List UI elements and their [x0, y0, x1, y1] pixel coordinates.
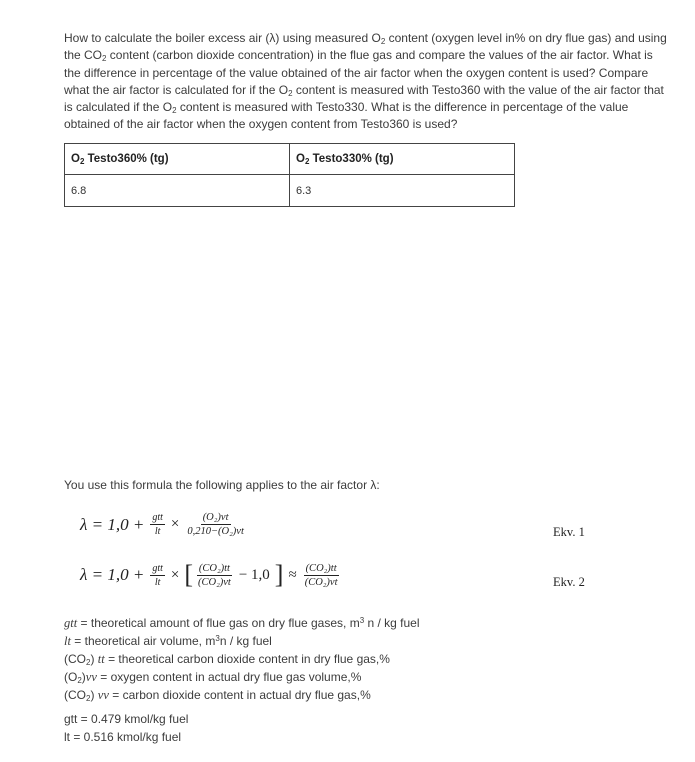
definition-text: = carbon dioxide content in actual dry flue gas,%: [108, 688, 371, 702]
symbol: tt: [97, 652, 105, 666]
value-testo330: 6.3: [290, 175, 515, 207]
table-header-row: [65, 144, 515, 175]
eq1-lhs: λ = 1,0 +: [80, 514, 145, 534]
subscript: 2: [77, 676, 82, 685]
header-testo360: [65, 144, 290, 175]
question-part-2: content (oxygen level in% on dry flue gas) and using the CO: [64, 31, 667, 63]
superscript: 3: [359, 616, 365, 625]
definition-tail: n / kg fuel: [219, 634, 272, 648]
subscript: 2: [380, 37, 386, 46]
oxygen-table: [64, 143, 515, 207]
symbol-pre: (CO: [64, 652, 86, 666]
definition-text: = oxygen content in actual dry flue gas volume,%: [96, 670, 362, 684]
symbol: lt: [64, 634, 71, 648]
header-pre: O: [296, 153, 305, 165]
eq2-times: ×: [170, 566, 180, 583]
eq2-f2-numerator: (CO₂)tt: [198, 562, 230, 574]
header-testo330: [290, 144, 515, 175]
definition-text: = theoretical air volume, m: [70, 634, 216, 648]
question-part-4: content is measured with Testo360 with the value of the air factor that is calculated if the O: [64, 82, 664, 115]
eq1-times: ×: [170, 516, 180, 532]
definition-co2-vv: [64, 686, 664, 704]
definition-gtt: [64, 614, 664, 632]
eq2-right-bracket: ]: [274, 560, 284, 589]
eq2-fraction-co2-approx: [303, 563, 340, 588]
subscript: 2: [102, 54, 107, 64]
definition-o2-vv: [64, 668, 664, 686]
eq1-f2-numerator: (O₂)vt: [202, 512, 229, 523]
value-gtt: gtt = 0.479 kmol/kg fuel: [64, 712, 189, 726]
eq2-fraction-co2: [196, 563, 233, 588]
eq2-f1-denominator: lt: [154, 576, 161, 588]
symbol: vv: [85, 670, 97, 684]
definitions: [64, 614, 664, 746]
definition-text: = theoretical carbon dioxide content in dry flue gas,%: [104, 652, 390, 666]
eq2-left-bracket: [: [184, 560, 194, 589]
definition-lt: [64, 632, 664, 650]
question-text: [64, 30, 669, 134]
symbol: vv: [97, 688, 109, 702]
header-pre: O: [71, 153, 80, 165]
eq2-f3-numerator: (CO₂)tt: [305, 562, 337, 574]
question-part-1: How to calculate the boiler excess air (λ) using measured O: [64, 31, 381, 45]
equation-2: [80, 562, 342, 588]
eq2-f1-numerator: gtt: [152, 562, 163, 574]
equation-1-label: Ekv. 1: [553, 525, 585, 539]
header-post: Testo360% (tg): [84, 153, 169, 165]
header-post: Testo330% (tg): [309, 153, 394, 165]
symbol-pre: (CO: [64, 688, 86, 702]
equation-1: [80, 512, 248, 537]
definition-text: = theoretical amount of flue gas on dry flue gases, m: [77, 616, 360, 630]
eq1-f1-denominator: lt: [154, 526, 161, 537]
symbol-post: ): [81, 670, 86, 684]
subscript: 2: [79, 157, 85, 166]
eq1-fraction-gtt-lt: [150, 512, 165, 537]
subscript: 2: [288, 88, 293, 98]
eq1-fraction-oxygen: [185, 512, 246, 537]
eq2-minus: − 1,0: [238, 566, 270, 583]
question-part-5: content is measured with Testo330. What is the difference in percentage of the value obtained of the air factor when the oxygen content from Testo360 is used?: [64, 100, 629, 132]
eq1-f2-denominator: 0,210−(O₂)vt: [187, 526, 244, 537]
subscript: 2: [86, 694, 91, 703]
superscript: 3: [215, 634, 220, 643]
eq2-f3-denominator: (CO₂)vt: [304, 576, 338, 588]
eq2-approx: ≈: [288, 566, 297, 583]
table-row: [65, 175, 515, 207]
definition-co2-tt: [64, 650, 664, 668]
definition-tail: n / kg fuel: [364, 616, 420, 630]
question-part-3: content (carbon dioxide concentration) in the flue gas and compare the values of the air factor. What is the difference in percentage of the value obtained of the air factor when the oxygen content is used? Compare what the air factor is calculated for if the O: [64, 48, 653, 97]
eq2-fraction-gtt-lt: [150, 563, 165, 588]
value-lt: lt = 0.516 kmol/kg fuel: [64, 730, 182, 744]
symbol: gtt: [64, 616, 78, 630]
subscript: 2: [172, 106, 177, 116]
subscript: 2: [86, 658, 91, 667]
equation-2-label: Ekv. 2: [553, 575, 585, 589]
value-testo360: 6.8: [65, 175, 290, 207]
eq2-f2-denominator: (CO₂)vt: [198, 576, 231, 588]
eq2-lhs: λ = 1,0 +: [80, 565, 145, 584]
formula-intro: You use this formula the following applies to the air factor λ:: [64, 478, 380, 492]
eq1-f1-numerator: gtt: [152, 512, 163, 523]
symbol-pre: (O: [64, 670, 78, 684]
symbol-post: ): [90, 652, 98, 666]
subscript: 2: [304, 157, 310, 166]
symbol-post: ): [90, 688, 98, 702]
